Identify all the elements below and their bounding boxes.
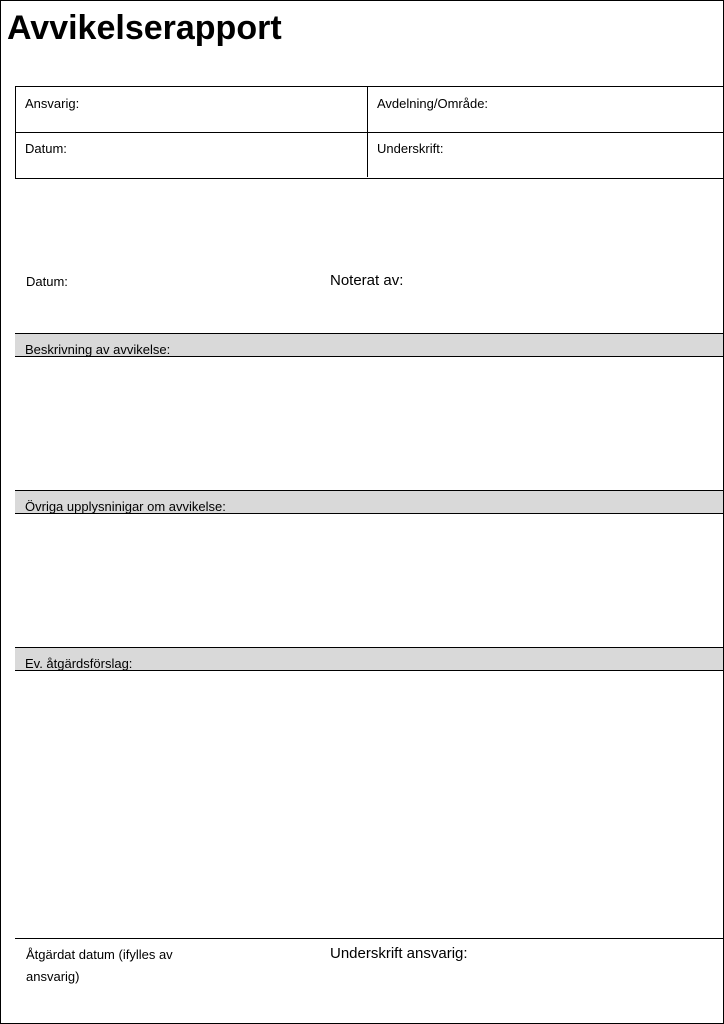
noterat-av-label: Noterat av: (330, 272, 404, 289)
info-row-2 (16, 132, 724, 177)
avdelning-label: Avdelning/Område: (377, 96, 489, 111)
datum-field[interactable] (16, 132, 368, 177)
info-table (15, 86, 724, 179)
underskrift-field[interactable] (368, 132, 724, 177)
ansvarig-label: Ansvarig: (25, 96, 80, 111)
section-atgard-label: Ev. åtgärdsförslag: (25, 656, 133, 671)
info-row-1 (16, 87, 724, 133)
ovriga-field[interactable] (15, 514, 723, 647)
section-header-ovriga (15, 490, 723, 514)
underskrift-ansvarig-label: Underskrift ansvarig: (330, 945, 468, 962)
avdelning-field[interactable] (368, 87, 724, 132)
footer-divider (15, 938, 723, 939)
atgardat-datum-label-line2: ansvarig) (26, 969, 80, 984)
document-title: Avvikelserapport (7, 9, 282, 47)
ansvarig-field[interactable] (16, 87, 368, 132)
datum-label: Datum: (25, 141, 67, 156)
section-ovriga-label: Övriga upplysninigar om avvikelse: (25, 499, 226, 514)
section-header-beskrivning (15, 333, 723, 357)
beskrivning-field[interactable] (15, 357, 723, 490)
noted-datum-label: Datum: (26, 274, 68, 289)
section-header-atgard (15, 647, 723, 671)
section-beskrivning-label: Beskrivning av avvikelse: (25, 342, 171, 357)
underskrift-label: Underskrift: (377, 141, 444, 156)
atgardat-datum-label-line1: Åtgärdat datum (ifylles av (26, 947, 173, 962)
atgard-field[interactable] (15, 671, 723, 937)
